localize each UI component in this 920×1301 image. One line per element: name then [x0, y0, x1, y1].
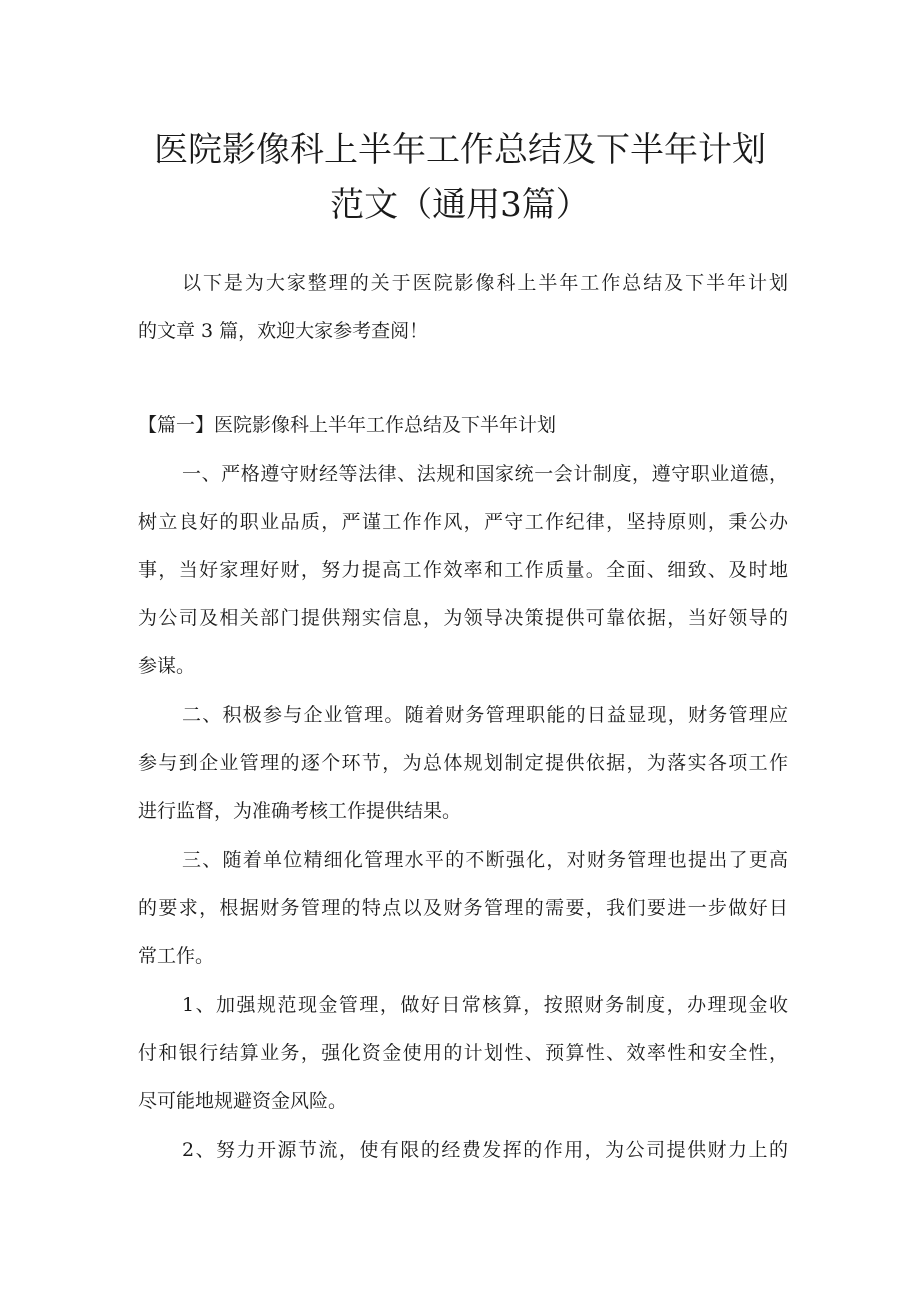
paragraph-line: 1、加强规范现金管理，做好日常核算，按照财务制度，办理现金收 — [182, 994, 788, 1016]
paragraph-line: 的要求，根据财务管理的特点以及财务管理的需要，我们要进一步做好日 — [138, 897, 788, 919]
document-title-line-1: 医院影像科上半年工作总结及下半年计划 — [154, 130, 766, 170]
paragraph-line: 进行监督，为准确考核工作提供结果。 — [138, 800, 462, 822]
paragraph-line: 二、积极参与企业管理。随着财务管理职能的日益显现，财务管理应 — [182, 704, 788, 726]
document-title-line-2: 范文（通用3篇） — [330, 185, 590, 225]
paragraph-line: 三、随着单位精细化管理水平的不断强化，对财务管理也提出了更高 — [182, 849, 788, 871]
paragraph-line: 为公司及相关部门提供翔实信息，为领导决策提供可靠依据，当好领导的 — [138, 607, 788, 629]
paragraph-line: 2、努力开源节流，使有限的经费发挥的作用，为公司提供财力上的 — [182, 1139, 788, 1161]
paragraph-line: 付和银行结算业务，强化资金使用的计划性、预算性、效率性和安全性， — [138, 1042, 788, 1064]
intro-line: 以下是为大家整理的关于医院影像科上半年工作总结及下半年计划 — [182, 272, 788, 294]
paragraph-line: 参与到企业管理的逐个环节，为总体规划制定提供依据，为落实各项工作 — [138, 752, 788, 774]
paragraph-line: 树立良好的职业品质，严谨工作作风，严守工作纪律，坚持原则，秉公办 — [138, 511, 788, 533]
intro-line: 的文章 3 篇，欢迎大家参考查阅！ — [138, 320, 429, 342]
paragraph-line: 常工作。 — [138, 945, 215, 967]
paragraph-line: 参谋。 — [138, 655, 196, 677]
paragraph-line: 尽可能地规避资金风险。 — [138, 1090, 348, 1112]
section-heading: 【篇一】医院影像科上半年工作总结及下半年计划 — [138, 414, 557, 436]
paragraph-line: 事，当好家理好财，努力提高工作效率和工作质量。全面、细致、及时地 — [138, 559, 788, 581]
paragraph-line: 一、严格遵守财经等法律、法规和国家统一会计制度，遵守职业道德， — [182, 463, 788, 485]
